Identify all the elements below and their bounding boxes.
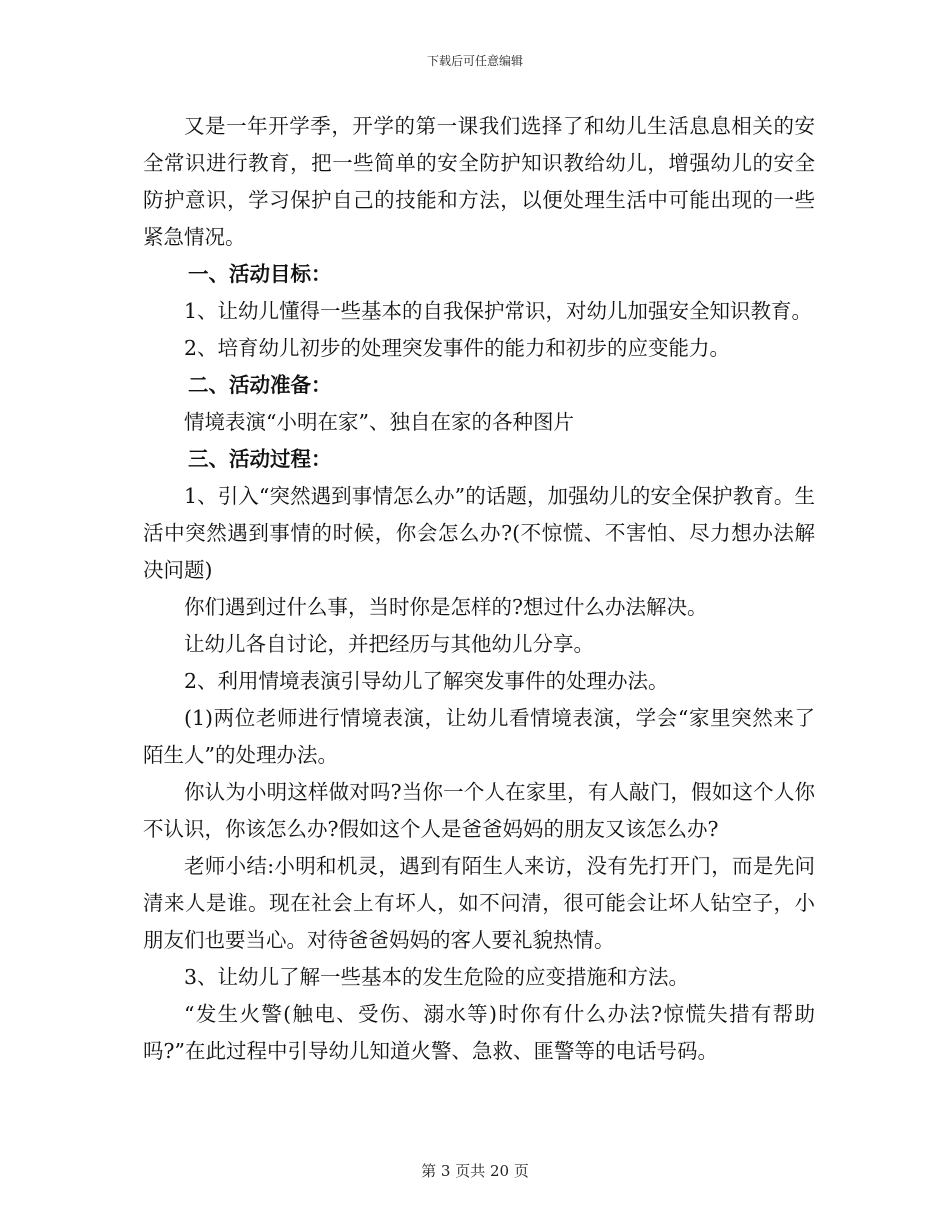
process-step-2: 2、利用情境表演引导幼儿了解突发事件的处理办法。 — [184, 669, 669, 693]
process-step-1: 1、引入“突然遇到事情怎么办”的话题，加强幼儿的安全保护教育。生活中突然遇到事情的时候，你会怎么办?(不惊慌、不害怕、尽力想办法解决问题) — [143, 484, 815, 582]
preparation-text: 情境表演“小明在家”、独自在家的各种图片 — [184, 410, 574, 434]
section-heading-preparation: 二、活动准备： — [188, 373, 332, 397]
process-paragraph: 让幼儿各自讨论，并把经历与其他幼儿分享。 — [184, 632, 594, 656]
section-heading-process: 三、活动过程： — [188, 447, 332, 471]
section-heading-goals: 一、活动目标： — [188, 262, 332, 286]
process-substep-1: (1)两位老师进行情境表演，让幼儿看情境表演，学会“家里突然来了陌生人”的处理办法。 — [143, 706, 815, 767]
process-paragraph: 你们遇到过什么事，当时你是怎样的?想过什么办法解决。 — [184, 595, 708, 619]
page-header: 下载后可任意编辑 — [426, 54, 523, 68]
process-paragraph: 你认为小明这样做对吗?当你一个人在家里，有人敲门，假如这个人你不认识，你该怎么办?假如这个人是爸爸妈妈的朋友又该怎么办? — [143, 780, 815, 841]
page-footer: 第 3 页共 20 页 — [421, 1162, 529, 1180]
document-body — [143, 108, 815, 1070]
goal-item-1: 1、让幼儿懂得一些基本的自我保护常识，对幼儿加强安全知识教育。 — [184, 299, 813, 323]
process-step-3: 3、让幼儿了解一些基本的发生危险的应变措施和方法。 — [184, 965, 690, 989]
goal-item-2: 2、培育幼儿初步的处理突发事件的能力和初步的应变能力。 — [184, 336, 731, 360]
intro-paragraph: 又是一年开学季，开学的第一课我们选择了和幼儿生活息息相关的安全常识进行教育，把一些简单的安全防护知识教给幼儿，增强幼儿的安全防护意识，学习保护自己的技能和方法，以便处理生活中可能出现的一些紧急情况。 — [143, 114, 815, 249]
process-paragraph: “发生火警(触电、受伤、溺水等)时你有什么办法?惊慌失措有帮助吗?”在此过程中引导幼儿知道火警、急救、匪警等的电话号码。 — [143, 1002, 815, 1063]
teacher-summary: 老师小结:小明和机灵，遇到有陌生人来访，没有先打开门，而是先问清来人是谁。现在社会上有坏人，如不问清，很可能会让坏人钻空子，小朋友们也要当心。对待爸爸妈妈的客人要礼貌热情。 — [143, 854, 815, 952]
